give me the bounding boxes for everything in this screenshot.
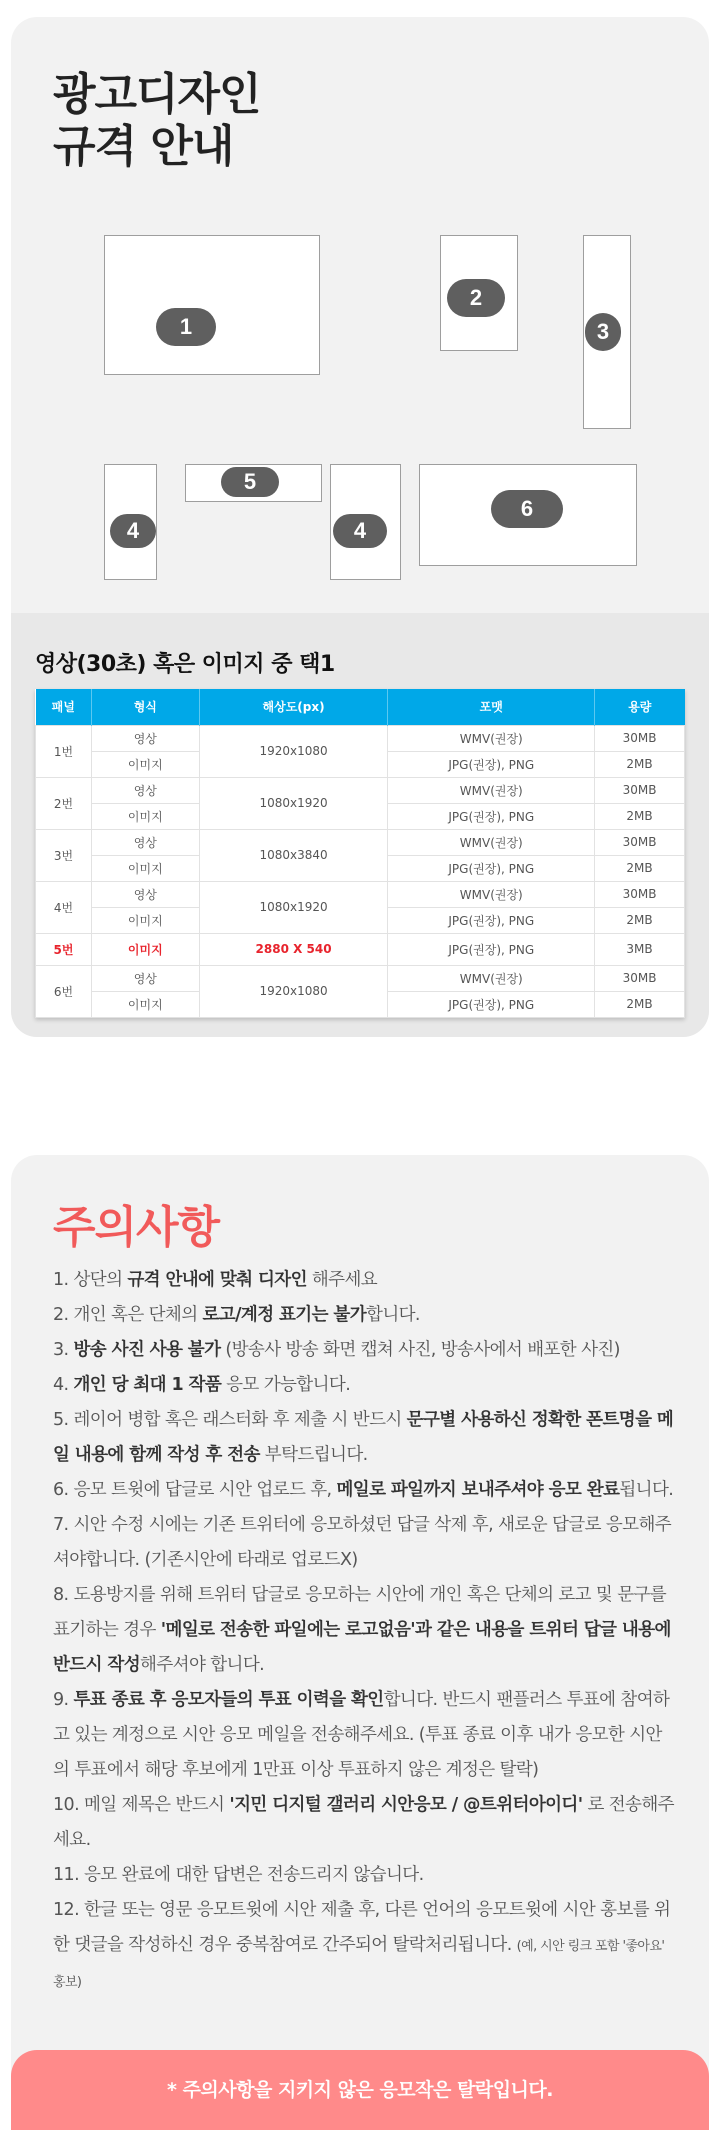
resolution-cell: 1920x1080 [199,965,388,1017]
format-cell: JPG(권장), PNG [388,803,595,829]
capacity-cell: 2MB [595,991,685,1017]
note-text: 7. 시안 수정 시에는 기존 트위터에 응모하셨던 답글 삭제 후, 새로운 답글로 응모해주셔야합니다. (기존시안에 타래로 업로드X) [53,1515,672,1570]
note-text: 8. 도용방지를 위해 트위터 답글로 응모하는 시안에 개인 혹은 단체의 로고 및 문구를 표기하는 경우 [53,1585,667,1640]
note-emphasis: 규격 안내에 맞춰 디자인 [127,1270,307,1290]
note-emphasis: 메일로 파일까지 보내주셔야 응모 완료 [336,1480,620,1500]
note-text: 1. 상단의 [53,1270,128,1290]
note-text: 11. 응모 완료에 대한 답변은 전송드리지 않습니다. [53,1865,424,1885]
note-item [53,1858,677,1893]
panel-5-label: 5 [221,467,279,497]
note-emphasis: 문구별 사용하신 정확한 폰트명을 메일 내용에 함께 작성 후 전송 [53,1410,674,1465]
note-text: 6. 응모 트윗에 답글로 시안 업로드 후, [53,1480,337,1500]
capacity-cell: 30MB [595,965,685,991]
table-header-row [36,689,685,725]
panel-4b-label: 4 [333,514,387,548]
note-text: 3. [53,1340,74,1360]
header-resolution: 해상도(px) [199,689,388,725]
table-heading: 영상(30초) 혹은 이미지 중 택1 [35,652,335,677]
capacity-cell: 2MB [595,751,685,777]
note-text: 응모 가능합니다. [221,1375,351,1395]
resolution-cell: 1080x1920 [199,777,388,829]
capacity-cell: 3MB [595,933,685,965]
note-emphasis: 로고/계정 표기는 불가 [202,1305,367,1325]
panel-cell: 2번 [36,777,92,829]
spec-guide-card [11,17,709,1037]
notes-title: 주의사항 [53,1202,220,1253]
note-item [53,1298,677,1333]
type-cell: 이미지 [91,907,199,933]
header-capacity: 용량 [595,689,685,725]
capacity-cell: 30MB [595,725,685,751]
type-cell: 영상 [91,965,199,991]
note-emphasis: 투표 종료 후 응모자들의 투표 이력을 확인 [73,1690,384,1710]
type-cell: 영상 [91,777,199,803]
format-cell: WMV(권장) [388,777,595,803]
page-title: 광고디자인 규격 안내 [53,69,261,172]
note-text: 해주셔야 합니다. [140,1655,265,1675]
table-row [36,777,685,803]
note-text: 부탁드립니다. [259,1445,368,1465]
format-cell: JPG(권장), PNG [388,933,595,965]
table-row-highlighted [36,933,685,965]
format-cell: WMV(권장) [388,965,595,991]
warning-banner: * 주의사항을 지키지 않은 응모작은 탈락입니다. [11,2050,709,2130]
panel-2-label: 2 [447,279,505,317]
note-item [53,1578,677,1683]
panel-cell: 4번 [36,881,92,933]
note-text: (방송사 방송 화면 캡쳐 사진, 방송사에서 배포한 사진) [220,1340,620,1360]
note-emphasis: 개인 당 최대 1 작품 [73,1375,222,1395]
type-cell: 이미지 [91,803,199,829]
capacity-cell: 2MB [595,907,685,933]
note-item [53,1683,677,1788]
note-item [53,1788,677,1858]
type-cell: 이미지 [91,855,199,881]
note-item [53,1263,677,1298]
resolution-cell: 2880 X 540 [199,933,388,965]
panel-cell: 3번 [36,829,92,881]
capacity-cell: 30MB [595,829,685,855]
format-cell: JPG(권장), PNG [388,907,595,933]
header-type: 형식 [91,689,199,725]
panel-cell: 6번 [36,965,92,1017]
resolution-cell: 1080x1920 [199,881,388,933]
note-item [53,1403,677,1473]
notes-card [11,1155,709,2130]
note-text: 합니다. 반드시 팬플러스 투표에 참여하고 있는 계정으로 시안 응모 메일을 전송해주세요. (투표 종료 이후 내가 응모한 시안의 투표에서 해당 후보에게 1만표 이상 투표하지 않은 계정은 탈락) [53,1690,670,1780]
type-cell: 영상 [91,829,199,855]
note-text: 됩니다. [619,1480,674,1500]
resolution-cell: 1920x1080 [199,725,388,777]
type-cell: 이미지 [91,751,199,777]
panel-4a-label: 4 [110,514,156,548]
spec-table [35,689,685,1018]
capacity-cell: 30MB [595,777,685,803]
format-cell: WMV(권장) [388,829,595,855]
note-text: 9. [53,1690,74,1710]
note-item [53,1893,677,2000]
note-text: 4. [53,1375,74,1395]
panel-6-label: 6 [491,490,563,528]
format-cell: WMV(권장) [388,881,595,907]
note-item [53,1473,677,1508]
table-row [36,965,685,991]
type-cell: 이미지 [91,933,199,965]
type-cell: 이미지 [91,991,199,1017]
type-cell: 영상 [91,881,199,907]
table-row [36,881,685,907]
panel-1-label: 1 [156,308,216,346]
table-row [36,725,685,751]
format-cell: WMV(권장) [388,725,595,751]
note-item [53,1508,677,1578]
note-text: (예, 시안 링크 포함 '좋아요' 홍보) [53,1939,665,1990]
header-format: 포맷 [388,689,595,725]
format-cell: JPG(권장), PNG [388,751,595,777]
note-item [53,1333,677,1368]
resolution-cell: 1080x3840 [199,829,388,881]
note-text: 12. 한글 또는 영문 응모트윗에 시안 제출 후, 다른 언어의 응모트윗에 시안 홍보를 위한 댓글을 작성하신 경우 중복참여로 간주되어 탈락처리됩니다. [53,1900,671,1955]
type-cell: 영상 [91,725,199,751]
header-panel: 패널 [36,689,92,725]
note-text: 합니다. [366,1305,420,1325]
note-text: 로 전송해주세요. [53,1795,674,1850]
table-row [36,829,685,855]
note-text: 해주세요 [306,1270,378,1290]
panel-1-box [104,235,320,375]
format-cell: JPG(권장), PNG [388,991,595,1017]
note-emphasis: '메일로 전송한 파일에는 로고없음'과 같은 내용을 트위터 답글 내용에 반드시 작성 [53,1620,671,1675]
capacity-cell: 30MB [595,881,685,907]
notes-list [53,1263,677,2000]
note-emphasis: 방송 사진 사용 불가 [73,1340,221,1360]
note-text: 5. 레이어 병합 혹은 래스터화 후 제출 시 반드시 [53,1410,407,1430]
capacity-cell: 2MB [595,803,685,829]
panel-3-label: 3 [585,313,621,351]
note-text: 2. 개인 혹은 단체의 [53,1305,203,1325]
note-item [53,1368,677,1403]
panel-cell: 1번 [36,725,92,777]
note-text: 10. 메일 제목은 반드시 [53,1795,230,1815]
capacity-cell: 2MB [595,855,685,881]
note-emphasis: '지민 디지털 갤러리 시안응모 / @트위터아이디' [229,1795,583,1815]
format-cell: JPG(권장), PNG [388,855,595,881]
panel-cell: 5번 [36,933,92,965]
